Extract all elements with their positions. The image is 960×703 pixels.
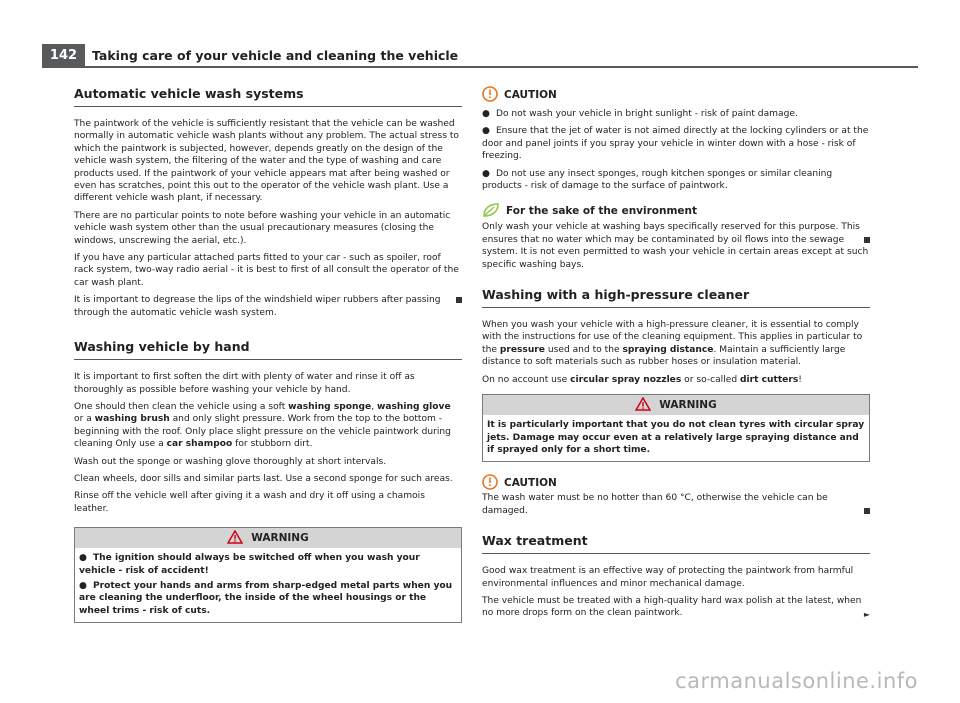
paragraph: Rinse off the vehicle well after giving it a wash and dry it off using a chamois leather. [74, 491, 425, 514]
warning-item: ● Protect your hands and arms from sharp-edged metal parts when you are cleaning the underfloor, the inside of the wheel housings or the wheel trims - risk of cuts. [79, 580, 453, 616]
warning-header: WARNING [75, 528, 461, 548]
end-of-section-icon [864, 237, 870, 243]
page-number: 142 [42, 44, 85, 68]
caution-header: CAUTION [482, 86, 870, 102]
paragraph: It is important to first soften the dirt with plenty of water and rinse it off as thoroughly as possible before washing your vehicle by hand. [74, 372, 415, 395]
left-column [74, 86, 462, 623]
section-title-wax-treatment: Wax treatment [482, 533, 870, 554]
warning-box [74, 527, 462, 623]
paragraph: One should then clean the vehicle using a soft washing sponge, washing glove or a washing brush and only slight pressure. Work from the top to the bottom - beginning with the roof. Only place slight pressure on the vehicle paintwork during cleaning Only use a car shampoo for stubborn dirt. [74, 401, 451, 450]
warning-header: WARNING [483, 395, 869, 415]
warning-triangle-icon [227, 530, 243, 544]
caution-icon [482, 474, 498, 490]
paragraph: It is important to degrease the lips of the windshield wiper rubbers after passing through the automatic vehicle wash system. [74, 294, 462, 319]
caution-icon [482, 86, 498, 102]
environment-leaf-icon [482, 202, 500, 218]
paragraph: On no account use circular spray nozzles or so-called dirt cutters! [482, 374, 802, 385]
paragraph: Wash out the sponge or washing glove thoroughly at short intervals. [74, 456, 387, 467]
warning-box [482, 394, 870, 462]
caution-item: ● Ensure that the jet of water is not aimed directly at the locking cylinders or at the door and panel joints if you spray your vehicle in winter down with a hose - risk of freezing. [482, 126, 869, 162]
watermark: carmanualsonline.info [675, 669, 918, 693]
warning-item: ● The ignition should always be switched off when you wash your vehicle - risk of accident! [79, 553, 420, 576]
page-header-title: Taking care of your vehicle and cleaning the vehicle [92, 48, 459, 63]
section-title-automatic-wash: Automatic vehicle wash systems [74, 86, 462, 107]
caution-header: CAUTION [482, 474, 870, 490]
warning-text: It is particularly important that you do not clean tyres with circular spray jets. Damage may occur even at a relatively large spraying distance and if sprayed only for a short time. [487, 420, 865, 455]
paragraph: ► The vehicle must be treated with a high-quality hard wax polish at the latest, when no more drops form on the clean paintwork. [482, 595, 870, 620]
section-title-high-pressure: Washing with a high-pressure cleaner [482, 287, 870, 308]
caution-item: ● Do not wash your vehicle in bright sunlight - risk of paint damage. [482, 109, 798, 119]
environment-header: For the sake of the environment [482, 202, 870, 218]
section-title-hand-wash: Washing vehicle by hand [74, 339, 462, 360]
paragraph: Clean wheels, door sills and similar parts last. Use a second sponge for such areas. [74, 473, 453, 484]
paragraph: Only wash your vehicle at washing bays specifically reserved for this purpose. This ensures that no water which may be contaminated by oil flows into the sewage system. It is not even permitted to wash your vehicle in certain areas except at such specific washing bays. [482, 222, 869, 270]
paragraph: The wash water must be no hotter than 60 °C, otherwise the vehicle can be damaged. [482, 492, 870, 517]
warning-triangle-icon [635, 397, 651, 411]
paragraph: Good wax treatment is an effective way of protecting the paintwork from harmful environmental influences and minor mechanical damage. [482, 566, 854, 589]
end-of-section-icon [864, 508, 870, 514]
paragraph: There are no particular points to note before washing your vehicle in an automatic vehicle wash system other than the usual precautionary measures (closing the windows, unscrewing the aerial, etc.). [74, 210, 451, 246]
paragraph: When you wash your vehicle with a high-pressure cleaner, it is essential to comply with the instructions for use of the cleaning equipment. This applies in particular to the pressure used and to the spraying distance. Maintain a sufficiently large distance to soft materials such as rubber hoses or insulation material. [482, 320, 863, 368]
paragraph: The paintwork of the vehicle is sufficiently resistant that the vehicle can be washed normally in automatic vehicle wash plants without any problem. The actual stress to which the paintwork is subjected, however, depends greatly on the design of the vehicle wash system, the filtering of the water and the type of washing and care products used. If the paintwork of your vehicle appears mat after being washed or even has scratches, point this out to the operator of the vehicle wash plant. Use a different vehicle wash plant, if necessary. [74, 119, 459, 204]
end-of-section-icon [456, 297, 462, 303]
right-column [482, 86, 870, 625]
paragraph: If you have any particular attached parts fitted to your car - such as spoiler, roof rack system, two-way radio aerial - it is best to first of all consult the operator of the car wash plant. [74, 253, 459, 288]
caution-item: ● Do not use any insect sponges, rough kitchen sponges or similar cleaning products - risk of damage to the surface of paintwork. [482, 168, 833, 192]
header-rule [85, 66, 918, 68]
continue-arrow-icon: ► [863, 609, 870, 619]
